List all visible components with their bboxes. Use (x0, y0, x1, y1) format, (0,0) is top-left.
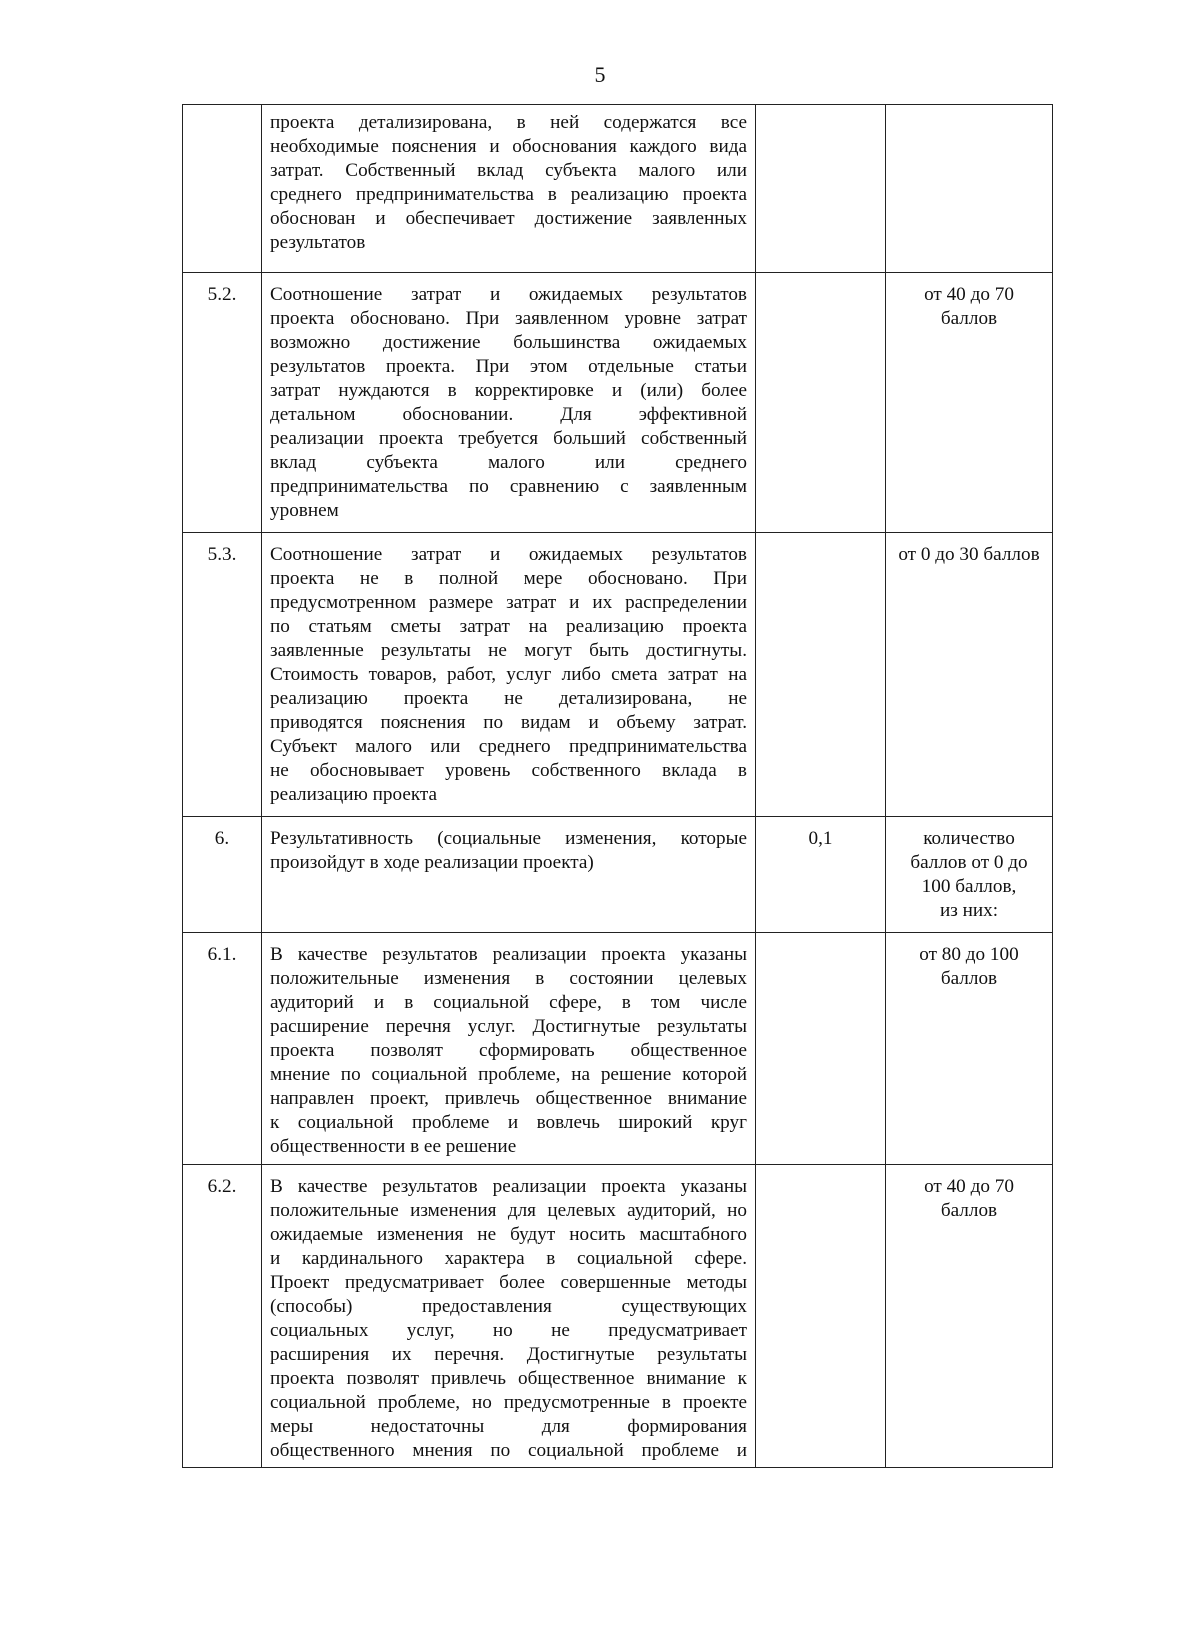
description-line: В качестве результатов реализации проекта указаны (270, 1176, 747, 1197)
description-line: социальных услуг, но не предусматривает (270, 1320, 747, 1341)
score-line: баллов (940, 1200, 998, 1221)
criterion-number: 6.2. (183, 1165, 262, 1468)
criterion-number: 6. (183, 817, 262, 933)
score-line: от 80 до 100 (919, 944, 1019, 965)
criteria-row (183, 1165, 1053, 1468)
description-line: общественности в ее решение (270, 1136, 517, 1157)
description-line: заявленные результаты не могут быть достигнуты. (270, 640, 747, 661)
description-line: В качестве результатов реализации проекта указаны (270, 944, 747, 965)
description-line: (способы) предоставления существующих (270, 1296, 747, 1317)
description-line: социальной проблеме, но предусмотренные в проекте (270, 1392, 747, 1413)
criterion-description (262, 933, 756, 1165)
description-line: общественного мнения по социальной проблеме и (270, 1440, 747, 1461)
score-line: от 40 до 70 (924, 1176, 1014, 1197)
score-line: баллов от 0 до (910, 852, 1028, 873)
description-line: ожидаемые изменения не будут носить масштабного (270, 1224, 747, 1245)
description-line: не обосновывает уровень собственного вклада в (270, 760, 747, 781)
description-line: реализацию проекта не детализирована, не (270, 688, 747, 709)
criterion-weight (756, 533, 886, 817)
description-line: затрат. Собственный вклад субъекта малого или (270, 160, 747, 181)
score-line: из них: (939, 900, 999, 921)
description-line: реализацию проекта (270, 784, 438, 805)
description-line: проекта детализирована, в ней содержатся все (270, 112, 747, 133)
description-line: мнение по социальной проблеме, на решение которой (270, 1064, 747, 1085)
criterion-weight (756, 105, 886, 273)
description-line: проекта позволят привлечь общественное внимание к (270, 1368, 747, 1389)
description-line: приводятся пояснения по видам и объему затрат. (270, 712, 747, 733)
criterion-score (886, 273, 1053, 533)
description-line: реализации проекта требуется больший собственный (270, 428, 747, 449)
criteria-table-body (183, 105, 1053, 1468)
criteria-row (183, 105, 1053, 273)
criteria-row (183, 533, 1053, 817)
criterion-weight (756, 1165, 886, 1468)
description-line: необходимые пояснения и обоснования каждого вида (270, 136, 747, 157)
description-line: положительные изменения для целевых аудиторий, но (270, 1200, 747, 1221)
criteria-table-frame (182, 104, 1040, 1468)
description-line: возможно достижение большинства ожидаемых (270, 332, 747, 353)
description-line: Соотношение затрат и ожидаемых результатов (270, 544, 747, 565)
criteria-row (183, 817, 1053, 933)
criterion-score (886, 817, 1053, 933)
description-line: Результативность (социальные изменения, которые (270, 828, 747, 849)
description-line: предусмотренном размере затрат и их распределении (270, 592, 747, 613)
criterion-score (886, 533, 1053, 817)
criterion-description (262, 105, 756, 273)
description-line: обоснован и обеспечивает достижение заявленных (270, 208, 747, 229)
description-line: проекта обосновано. При заявленном уровне затрат (270, 308, 747, 329)
description-line: уровнем (270, 500, 339, 521)
description-line: среднего предпринимательства в реализацию проекта (270, 184, 747, 205)
criteria-row (183, 273, 1053, 533)
description-line: и кардинального характера в социальной сфере. (270, 1248, 747, 1269)
criterion-number: 6.1. (183, 933, 262, 1165)
score-line: 100 баллов, (921, 876, 1017, 897)
description-line: расширение перечня услуг. Достигнутые результаты (270, 1016, 747, 1037)
score-line: баллов (940, 308, 998, 329)
criterion-score (886, 933, 1053, 1165)
description-line: направлен проект, привлечь общественное внимание (270, 1088, 747, 1109)
description-line: произойдут в ходе реализации проекта) (270, 852, 594, 873)
criterion-number: 5.2. (183, 273, 262, 533)
criterion-weight (756, 273, 886, 533)
description-line: меры недостаточны для формирования (270, 1416, 747, 1437)
page-number: 5 (594, 62, 606, 87)
description-line: проекта не в полной мере обосновано. При (270, 568, 747, 589)
description-line: к социальной проблеме и вовлечь широкий круг (270, 1112, 747, 1133)
description-line: Соотношение затрат и ожидаемых результатов (270, 284, 747, 305)
description-line: расширения их перечня. Достигнутые результаты (270, 1344, 747, 1365)
score-line: баллов (940, 968, 998, 989)
criterion-description (262, 817, 756, 933)
criterion-description (262, 273, 756, 533)
description-line: результатов (270, 232, 366, 253)
criterion-description (262, 533, 756, 817)
description-line: положительные изменения в состоянии целевых (270, 968, 747, 989)
description-line: Проект предусматривает более совершенные методы (270, 1272, 747, 1293)
score-line: от 0 до 30 баллов (898, 544, 1040, 565)
criterion-score (886, 1165, 1053, 1468)
criteria-table (182, 104, 1053, 1468)
criterion-description (262, 1165, 756, 1468)
description-line: проекта позволят сформировать общественное (270, 1040, 747, 1061)
description-line: Стоимость товаров, работ, услуг либо смета затрат на (270, 664, 747, 685)
description-line: Субъект малого или среднего предпринимательства (270, 736, 747, 757)
score-line: от 40 до 70 (924, 284, 1014, 305)
description-line: предпринимательства по сравнению с заявленным (270, 476, 747, 497)
description-line: аудиторий и в социальной сфере, в том числе (270, 992, 747, 1013)
criterion-number: 5.3. (183, 533, 262, 817)
description-line: вклад субъекта малого или среднего (270, 452, 747, 473)
criteria-row (183, 933, 1053, 1165)
score-line: количество (923, 828, 1015, 849)
description-line: затрат нуждаются в корректировке и (или) более (270, 380, 747, 401)
criterion-score (886, 105, 1053, 273)
criterion-number (183, 105, 262, 273)
description-line: результатов проекта. При этом отдельные статьи (270, 356, 747, 377)
criterion-weight (756, 933, 886, 1165)
description-line: детальном обосновании. Для эффективной (270, 404, 747, 425)
criterion-weight: 0,1 (756, 817, 886, 933)
description-line: по статьям сметы затрат на реализацию проекта (270, 616, 747, 637)
